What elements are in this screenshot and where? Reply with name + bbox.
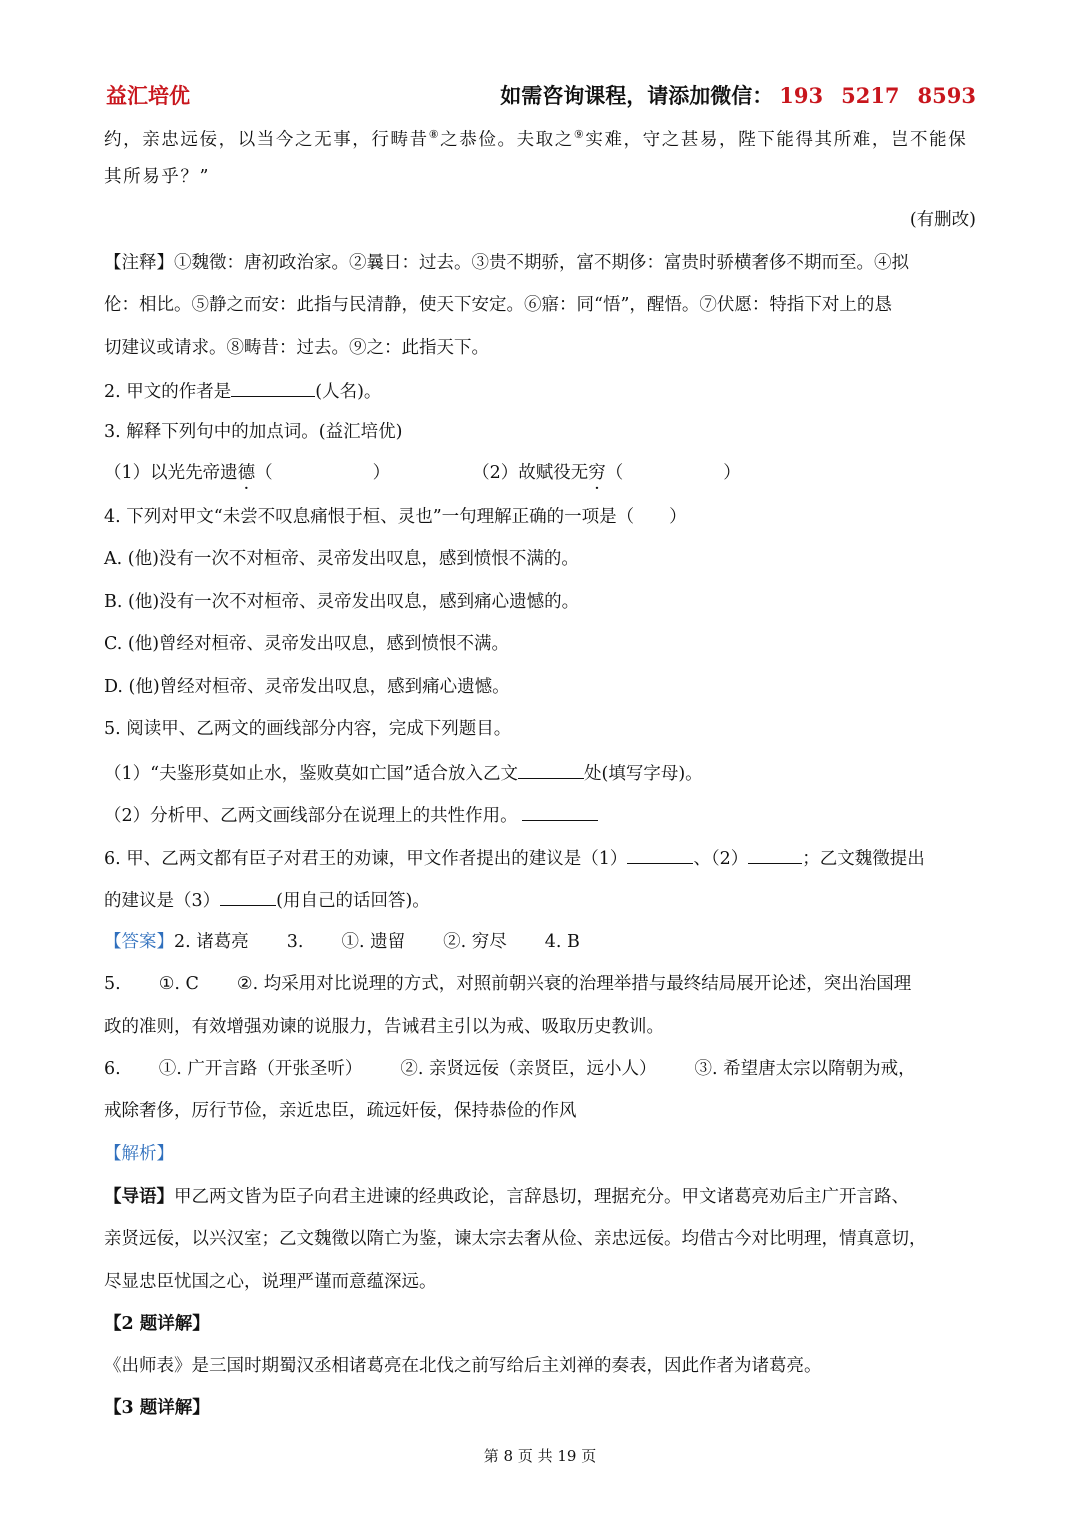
answer-blank	[748, 845, 802, 864]
answer-blank	[518, 760, 584, 779]
detail-3-label: 【3 题详解】	[104, 1398, 210, 1418]
paren-open: （	[255, 463, 273, 483]
phone-part-1: 193	[779, 83, 824, 108]
answer-label: 【答案】	[104, 932, 174, 952]
answer-text: ③. 希望唐太宗以隋朝为戒，	[694, 1059, 916, 1079]
notes-line-3: 切建议或请求。⑧畴昔：过去。⑨之：此指天下。	[104, 338, 489, 358]
answer-blank	[627, 845, 693, 864]
question-5: 5. 阅读甲、乙两文的画线部分内容，完成下列题目。	[104, 719, 512, 739]
contact-label: 如需咨询课程，请添加微信：	[500, 83, 774, 108]
intro-text: 甲乙两文皆为臣子向君主进谏的经典政论，言辞恳切，理据充分。甲文诸葛亮劝后主广开言路、	[174, 1187, 909, 1207]
question-text: (人名)。	[315, 382, 382, 402]
answer-blank	[231, 378, 315, 397]
intro-line-2: 亲贤远佞，以兴汉室；乙文魏徵以隋亡为鉴，谏太宗去奢从俭、亲忠远佞。均借古今对比明理，情真意切，	[104, 1229, 927, 1249]
passage-text: 实难，守之甚易，陛下能得其所难，岂不能保	[585, 129, 968, 150]
answer-line-5-cont: 政的准则，有效增强劝谏的说服力，告诫君主引以为戒、吸取历史教训。	[104, 1017, 664, 1037]
question-text: 、（2）	[693, 849, 749, 869]
paren-close: ）	[723, 463, 741, 483]
question-text: （1）“夫鉴形莫如止水，鉴败莫如亡国”适合放入乙文	[104, 764, 519, 784]
option-a: A. (他)没有一次不对桓帝、灵帝发出叹息，感到愤恨不满的。	[104, 549, 579, 569]
option-c: C. (他)曾经对桓帝、灵帝发出叹息，感到愤恨不满。	[104, 634, 510, 654]
question-text: ；乙文魏徵提出	[802, 849, 925, 869]
page-number: 第 8 页 共 19 页	[483, 1447, 597, 1465]
answer-text: 4. B	[544, 932, 580, 952]
answer-text: ①. 广开言路（开张圣听）	[158, 1059, 363, 1079]
intro-label: 【导语】	[104, 1187, 174, 1207]
source-note: (有删改)	[909, 210, 976, 230]
passage-line-2: 其所易乎？”	[104, 167, 211, 187]
answer-text: ①. 遗留	[341, 932, 406, 952]
notes-line-2: 伦：相比。⑤静之而安：此指与民清静，使天下安定。⑥寤：同“悟”，醒悟。⑦伏愿：特指下对上的恳	[104, 295, 892, 315]
answer-text: 5.	[104, 974, 121, 994]
question-text: （2）故赋役无	[472, 463, 589, 483]
intro-line-3: 尽显忠臣忧国之心，说理严谨而意蕴深远。	[104, 1272, 437, 1292]
contact-info	[500, 80, 976, 110]
answer-text: 2. 诸葛亮	[174, 932, 249, 952]
wechat-number	[779, 83, 976, 108]
question-6	[104, 845, 976, 871]
dotted-word: 德	[237, 463, 256, 483]
passage-line-1	[104, 123, 976, 152]
detail-2-text: 《出师表》是三国时期蜀汉丞相诸葛亮在北伐之前写给后主刘禅的奏表，因此作者为诸葛亮。	[104, 1356, 822, 1376]
answer-text: ②. 亲贤远佞（亲贤臣，远小人）	[400, 1059, 657, 1079]
answer-line-6	[104, 1057, 976, 1081]
answer-blank	[522, 802, 598, 821]
option-d: D. (他)曾经对桓帝、灵帝发出叹息，感到痛心遗憾。	[104, 677, 510, 697]
answer-text: ②. 均采用对比说理的方式，对照前朝兴衰的治理举措与最终结局展开论述，突出治国理	[236, 974, 912, 994]
analysis-label: 【解析】	[104, 1144, 174, 1164]
question-text: 2. 甲文的作者是	[104, 382, 232, 402]
notes-line-1: 【注释】①魏徵：唐初政治家。②曩日：过去。③贵不期骄，富不期侈：富贵时骄横奢侈不期而至。④拟	[104, 253, 909, 273]
question-5-1	[104, 760, 976, 786]
option-b: B. (他)没有一次不对桓帝、灵帝发出叹息，感到痛心遗憾的。	[104, 592, 580, 612]
answer-line-1	[104, 930, 976, 954]
question-4: 4. 下列对甲文“未尝不叹息痛恨于桓、灵也”一句理解正确的一项是（ ）	[104, 507, 687, 527]
question-text: 的建议是（3）	[104, 891, 221, 911]
answer-blank	[220, 887, 276, 906]
answer-text: ②. 穷尽	[443, 932, 507, 952]
passage-text: 约，亲忠远佞，以当今之无事，行畴昔	[104, 129, 429, 150]
answer-line-5	[104, 972, 976, 996]
question-text: 6. 甲、乙两文都有臣子对君王的劝谏，甲文作者提出的建议是（1）	[104, 849, 628, 869]
paren-open: （	[605, 463, 624, 483]
paren-close: ）	[372, 463, 391, 483]
phone-part-2: 5217	[841, 83, 900, 108]
answer-line-6-cont: 戒除奢侈，厉行节俭，亲近忠臣，疏远奸佞，保持恭俭的作风	[104, 1101, 577, 1121]
footnote-marker: ⑧	[428, 128, 441, 141]
question-2	[104, 378, 976, 404]
question-text: (用自己的话回答)。	[276, 891, 430, 911]
footnote-marker: ⑨	[573, 128, 586, 141]
question-3-items	[104, 461, 976, 485]
question-text: （2）分析甲、乙两文画线部分在说理上的共性作用。	[104, 806, 518, 826]
question-6-cont	[104, 887, 976, 913]
passage-text: 之恭俭。夫取之	[440, 129, 574, 150]
question-3: 3. 解释下列句中的加点词。(益汇培优)	[104, 422, 403, 442]
question-5-2	[104, 802, 976, 828]
dotted-word: 穷	[588, 463, 606, 483]
answer-text: 6.	[104, 1059, 121, 1079]
answer-text: 3.	[286, 932, 304, 952]
question-text: （1）以光先帝遗	[104, 463, 238, 483]
intro-line-1	[104, 1185, 976, 1209]
phone-part-3: 8593	[917, 83, 976, 108]
detail-2-label: 【2 题详解】	[104, 1314, 210, 1334]
question-text: 处(填写字母)。	[584, 764, 703, 784]
answer-text: ①. C	[158, 974, 199, 994]
brand-name: 益汇培优	[106, 83, 190, 108]
